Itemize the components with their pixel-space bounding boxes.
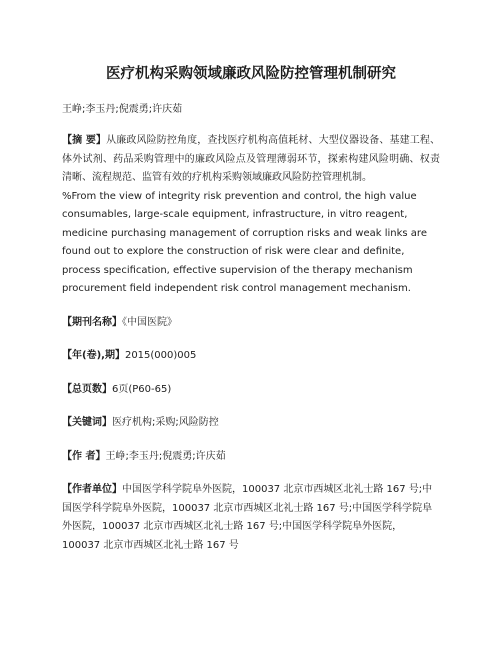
keywords-field (62, 414, 440, 433)
journal-label: 【期刊名称】 (62, 316, 122, 328)
year-issue-value: 2015(000)005 (124, 350, 197, 361)
affiliation-field (62, 481, 440, 555)
abstract-english-text: %From the view of integrity risk prevention and control, the high value consumables, large-scale equipment, infrastructure, in vitro reagent, medicine purchasing management of corruption risks and weak links are found out to explore the construction of risk were clear and definite, process specification, effective supervision of the therapy mechanism procurement field independent risk control management mechanism. (62, 190, 427, 294)
author-line: 王峥;李玉丹;倪震勇;许庆茹 (62, 104, 183, 115)
author-field (62, 448, 440, 467)
affiliation-label: 【作者单位】 (62, 484, 122, 495)
abstract-chinese (62, 132, 440, 188)
year-issue-label: 【年(卷),期】 (62, 350, 125, 361)
author-field-value: 王峥;李玉丹;倪震勇;许庆茹 (105, 450, 226, 462)
journal-value: 《中国医院》 (122, 316, 177, 328)
document-title: 医疗机构采购领域廉政风险防控管理机制研究 (106, 66, 396, 82)
abstract-section (62, 132, 440, 299)
keywords-label: 【关键词】 (62, 417, 112, 428)
pages-value: 6页(P60-65) (112, 383, 172, 395)
affiliation-value: 中国医学科学院阜外医院，100037 北京市西城区北礼士路 167 号;中国医学科学院阜外医院，100037 北京市西城区北礼士路 167 号;中国医学科学院阜外医院，100037 北京市西城区北礼士路 167 号;中国医学科学院阜外医院，100037 北京市西城区北礼士路 167 号 (62, 484, 433, 551)
journal-field (62, 314, 440, 333)
author-field-label: 【作 者】 (62, 450, 106, 462)
abstract-label: 【摘 要】 (62, 135, 107, 146)
pages-label: 【总页数】 (62, 383, 112, 395)
year-issue-field (62, 347, 440, 366)
abstract-chinese-text: 从廉政风险防控角度，查找医疗机构高值耗材、大型仪器设备、基建工程、体外试剂、药品采购管理中的廉政风险点及管理薄弱环节，探索构建风险明确、权责清晰、流程规范、监管有效的疗机构采购领域廉政风险防控管理机制。 (62, 135, 440, 183)
keywords-value: 医疗机构;采购;风险防控 (112, 417, 219, 428)
pages-field (62, 381, 440, 400)
